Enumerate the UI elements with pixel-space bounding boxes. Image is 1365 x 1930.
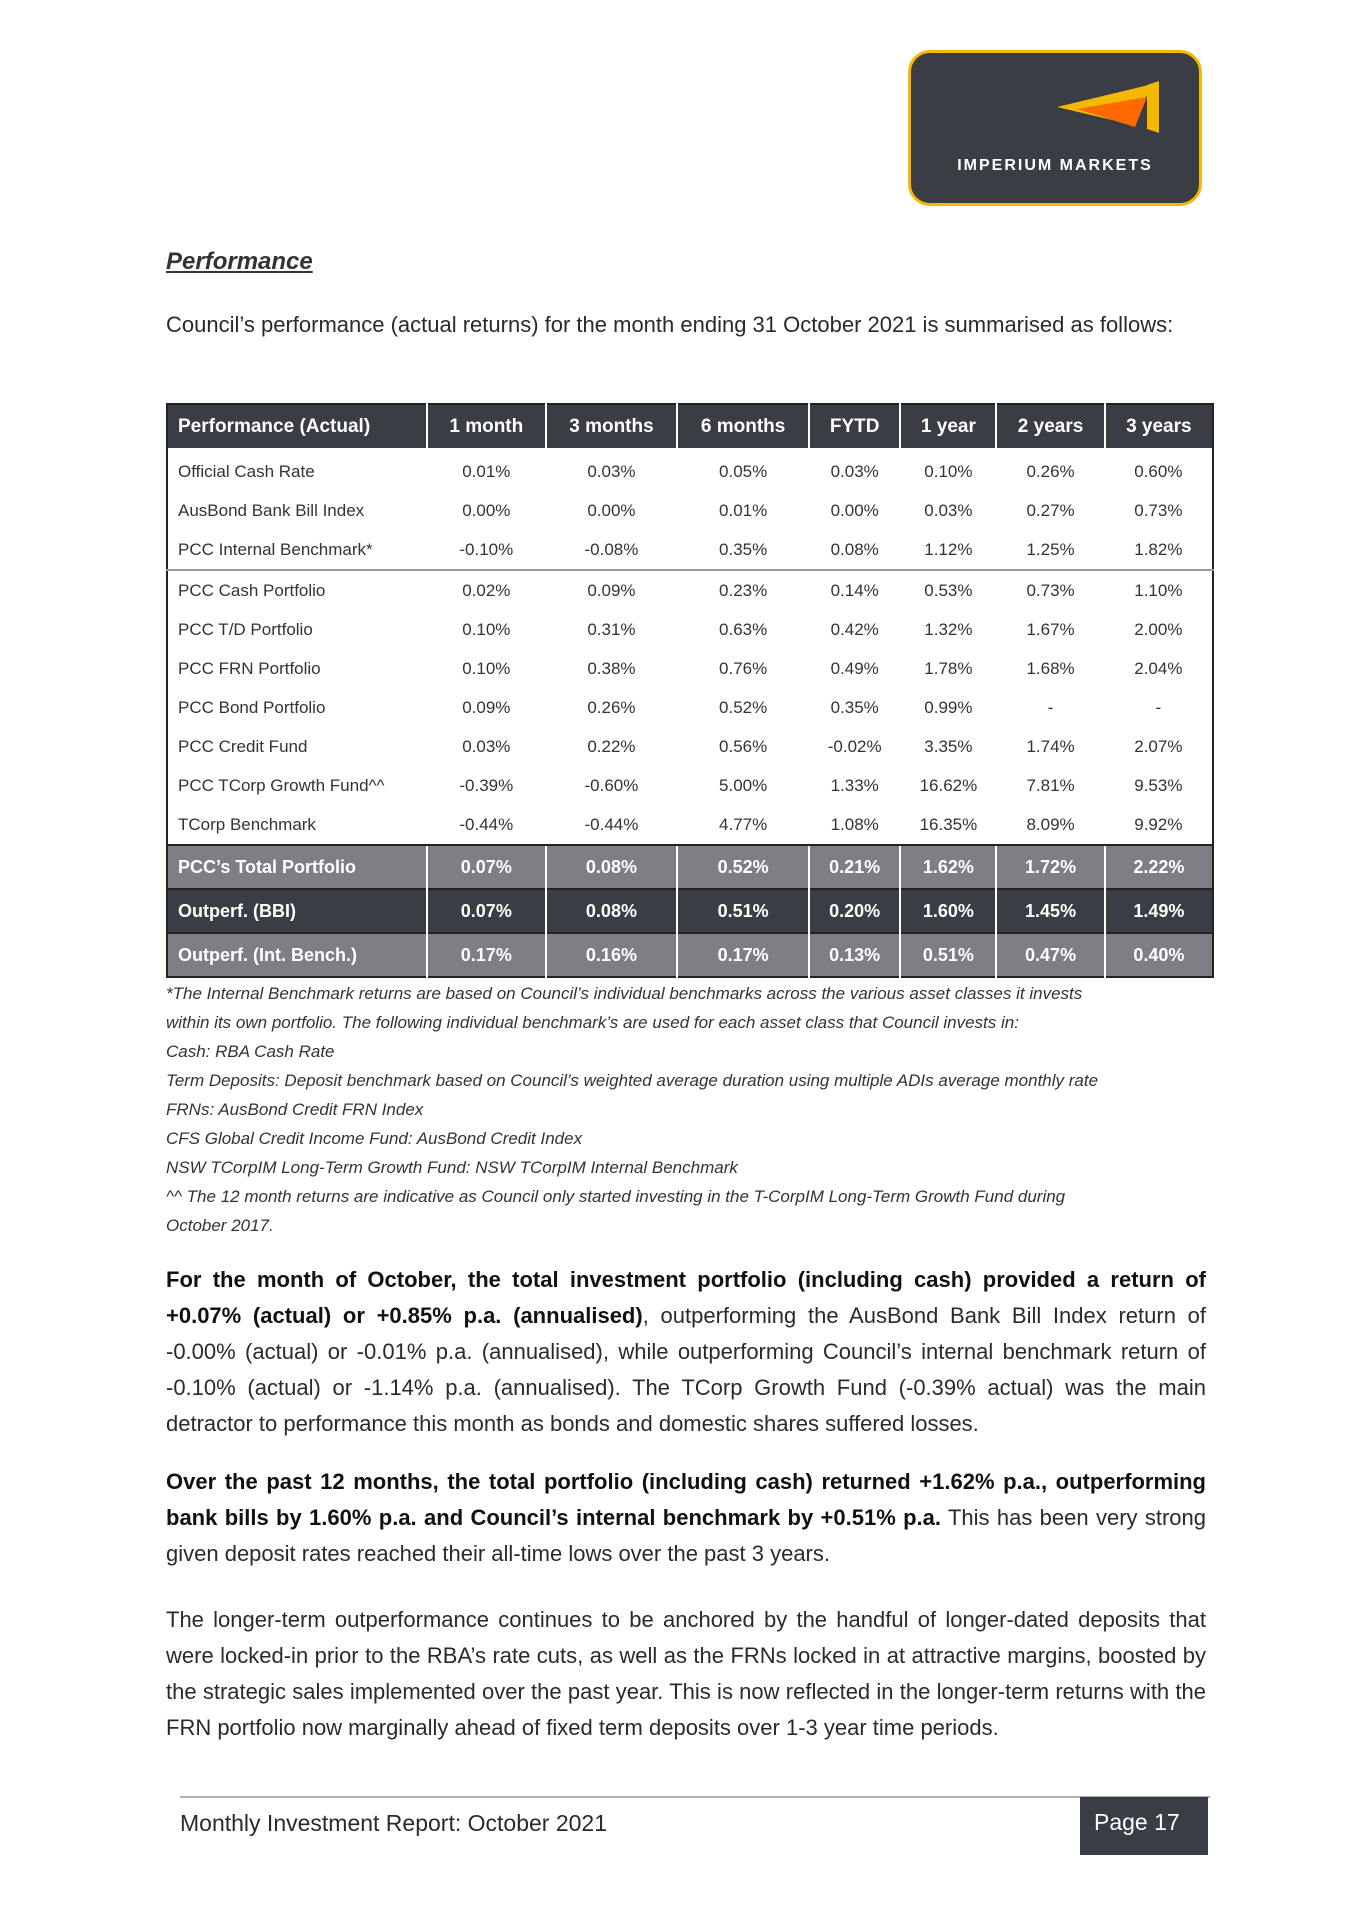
- table-cell: 0.26%: [1026, 461, 1075, 481]
- paragraph-text: , outperforming the AusBond Bank Bill Index return of -0.00% (actual) or -0.01% p.a. (annualised), while outperforming Council’s internal benchmark return of -0.10% (actual) or -1.14% p.a. (annualised). The TCorp Growth Fund (-0.39% actual) was the main detractor to performance this month as bonds and domestic shares suffered losses.: [166, 1303, 1206, 1436]
- table-cell: 1.67%: [1026, 619, 1075, 639]
- table-row: [167, 448, 1213, 491]
- table-cell: 0.73%: [1134, 500, 1183, 520]
- column-header: FYTD: [809, 404, 900, 448]
- table-cell: 3.35%: [924, 736, 973, 756]
- table-header-row: [167, 404, 1213, 448]
- table-row: [167, 649, 1213, 688]
- table-cell: 0.99%: [924, 697, 973, 717]
- table-cell: 7.81%: [1026, 775, 1075, 795]
- table-cell: 1.08%: [830, 814, 879, 834]
- table-cell: 0.17%: [427, 933, 546, 977]
- section-title: Performance: [166, 248, 313, 275]
- table-cell: 0.01%: [719, 500, 768, 520]
- row-label: PCC TCorp Growth Fund^^: [178, 775, 385, 795]
- table-cell: 0.07%: [427, 889, 546, 933]
- table-cell: 1.60%: [900, 889, 996, 933]
- row-label: Outperf. (Int. Bench.): [167, 933, 427, 977]
- table-cell: 2.07%: [1134, 736, 1183, 756]
- row-label: PCC T/D Portfolio: [178, 619, 313, 639]
- column-header: 2 years: [996, 404, 1104, 448]
- table-cell: 9.53%: [1134, 775, 1183, 795]
- table-cell: 4.77%: [719, 814, 768, 834]
- table-cell: 0.60%: [1134, 461, 1183, 481]
- footnote-line: within its own portfolio. The following individual benchmark’s are used for each asset class that Council invests in:: [166, 1013, 1019, 1032]
- table-row: [167, 570, 1213, 610]
- table-cell: 1.72%: [996, 845, 1104, 889]
- column-header: 6 months: [677, 404, 809, 448]
- table-cell: 1.33%: [830, 775, 879, 795]
- column-header: 1 month: [427, 404, 546, 448]
- table-cell: 0.03%: [587, 461, 636, 481]
- footnote-line: CFS Global Credit Income Fund: AusBond Credit Index: [166, 1129, 583, 1148]
- column-header: 3 months: [546, 404, 678, 448]
- paragraph-monthly-summary: [166, 1262, 1206, 1442]
- table-cell: 0.17%: [677, 933, 809, 977]
- table-cell: 0.00%: [462, 500, 511, 520]
- table-cell: -0.08%: [584, 539, 639, 559]
- table-cell: 0.09%: [462, 697, 511, 717]
- column-header: 1 year: [900, 404, 996, 448]
- table-cell: 0.09%: [546, 570, 678, 610]
- table-cell: 1.62%: [900, 845, 996, 889]
- footnote-line: NSW TCorpIM Long-Term Growth Fund: NSW TCorpIM Internal Benchmark: [166, 1158, 738, 1177]
- table-cell: 1.10%: [1105, 570, 1213, 610]
- table-cell: -0.44%: [584, 814, 639, 834]
- table-cell: 0.03%: [462, 736, 511, 756]
- table-row: [167, 530, 1213, 570]
- table-cell: 1.45%: [996, 889, 1104, 933]
- table-cell: 0.31%: [587, 619, 636, 639]
- row-label: AusBond Bank Bill Index: [178, 500, 365, 520]
- table-cell: 0.51%: [900, 933, 996, 977]
- table-cell: 0.35%: [719, 539, 768, 559]
- table-cell: 1.12%: [924, 539, 973, 559]
- table-cell: 0.03%: [830, 461, 879, 481]
- table-cell: 2.00%: [1134, 619, 1183, 639]
- intro-text: Council’s performance (actual returns) for the month ending 31 October 2021 is summarised as follows:: [166, 312, 1174, 337]
- column-header: 3 years: [1105, 404, 1213, 448]
- table-cell: 0.07%: [427, 845, 546, 889]
- table-cell: 0.21%: [809, 845, 900, 889]
- footnote-line: ^^ The 12 month returns are indicative as Council only started investing in the T-CorpIM Long-Term Growth Fund during: [166, 1187, 1066, 1206]
- table-cell: -0.02%: [827, 736, 882, 756]
- table-cell: -: [1047, 697, 1054, 717]
- table-cell: 0.52%: [677, 845, 809, 889]
- footnote-line: *The Internal Benchmark returns are based on Council’s individual benchmarks across the various asset classes it invests: [166, 984, 1083, 1003]
- table-row: [167, 688, 1213, 727]
- table-cell: 0.14%: [809, 570, 900, 610]
- table-cell: -: [1155, 697, 1162, 717]
- table-cell: 1.68%: [1026, 658, 1075, 678]
- table-cell: 0.10%: [924, 461, 973, 481]
- footnote-line: October 2017.: [166, 1216, 274, 1235]
- paragraph-text: This has been very strong given deposit rates reached their all-time lows over the past 3 years.: [166, 1505, 1207, 1566]
- table-cell: 0.22%: [587, 736, 636, 756]
- paragraph-bold-lead: Over the past 12 months, the total portfolio (including cash) returned +1.62% p.a., outperforming bank bills by 1.60% p.a. and Council’s internal benchmark by +0.51% p.a.: [166, 1469, 1206, 1530]
- table-cell: 0.35%: [830, 697, 879, 717]
- table-cell: 0.63%: [719, 619, 768, 639]
- table-cell: 0.10%: [462, 619, 511, 639]
- table-cell: 1.25%: [1026, 539, 1075, 559]
- table-cell: 1.74%: [1026, 736, 1075, 756]
- row-label: PCC FRN Portfolio: [178, 658, 321, 678]
- table-cell: 0.47%: [996, 933, 1104, 977]
- footer-report-title: Monthly Investment Report: October 2021: [180, 1810, 607, 1836]
- table-row: [167, 805, 1213, 845]
- logo-emblem-icon: [1047, 75, 1167, 155]
- table-cell: 0.38%: [587, 658, 636, 678]
- row-label: PCC Cash Portfolio: [167, 570, 427, 610]
- table-cell: 1.82%: [1134, 539, 1183, 559]
- company-logo: [908, 50, 1202, 206]
- table-cell: 0.10%: [462, 658, 511, 678]
- table-cell: 0.26%: [587, 697, 636, 717]
- table-cell: 9.92%: [1134, 814, 1183, 834]
- summary-row-outperf-bbi: [167, 889, 1213, 933]
- row-label: TCorp Benchmark: [178, 814, 316, 834]
- table-cell: 5.00%: [719, 775, 768, 795]
- table-cell: 0.49%: [830, 658, 879, 678]
- table-cell: 0.23%: [677, 570, 809, 610]
- table-cell: 1.32%: [924, 619, 973, 639]
- row-label: PCC Credit Fund: [178, 736, 308, 756]
- table-cell: 0.03%: [924, 500, 973, 520]
- table-cell: -0.60%: [584, 775, 639, 795]
- table-row: [167, 610, 1213, 649]
- row-label: Outperf. (BBI): [167, 889, 427, 933]
- table-cell: 2.04%: [1134, 658, 1183, 678]
- table-row: [167, 727, 1213, 766]
- table-cell: 0.02%: [427, 570, 546, 610]
- performance-table: [166, 403, 1214, 978]
- page-number: Page 17: [1080, 1797, 1208, 1855]
- table-cell: 8.09%: [1026, 814, 1075, 834]
- table-cell: 0.51%: [677, 889, 809, 933]
- row-label: PCC Bond Portfolio: [178, 697, 326, 717]
- logo-text: IMPERIUM MARKETS: [957, 157, 1153, 174]
- footnote-line: Cash: RBA Cash Rate: [166, 1042, 335, 1061]
- table-cell: 2.22%: [1105, 845, 1213, 889]
- paragraph-long-term: The longer-term outperformance continues to be anchored by the handful of longer-dated deposits that were locked-in prior to the RBA’s rate cuts, as well as the FRNs locked in at attractive margins, boosted by the strategic sales implemented over the past year. This is now reflected in the longer-term returns with the FRN portfolio now marginally ahead of fixed term deposits over 1-3 year time periods.: [166, 1607, 1206, 1740]
- table-cell: 0.76%: [719, 658, 768, 678]
- table-cell: 16.35%: [919, 814, 978, 834]
- table-footnotes: [166, 979, 1226, 1240]
- row-label: Official Cash Rate: [178, 461, 315, 481]
- table-cell: -0.10%: [459, 539, 514, 559]
- table-cell: 0.13%: [809, 933, 900, 977]
- table-cell: 0.08%: [546, 845, 678, 889]
- footnote-line: Term Deposits: Deposit benchmark based on Council’s weighted average duration using multiple ADIs average monthly rate: [166, 1071, 1099, 1090]
- table-cell: 0.08%: [546, 889, 678, 933]
- table-row: [167, 766, 1213, 805]
- column-header: Performance (Actual): [167, 404, 427, 448]
- footnote-line: FRNs: AusBond Credit FRN Index: [166, 1100, 424, 1119]
- row-label: PCC’s Total Portfolio: [167, 845, 427, 889]
- footer-divider: [180, 1796, 1210, 1798]
- table-cell: -0.39%: [459, 775, 514, 795]
- table-cell: 0.53%: [900, 570, 996, 610]
- paragraph-annual-summary: [166, 1464, 1206, 1572]
- table-cell: 0.08%: [830, 539, 879, 559]
- table-cell: 0.73%: [996, 570, 1104, 610]
- table-row: [167, 491, 1213, 530]
- table-cell: 0.42%: [830, 619, 879, 639]
- table-cell: 0.00%: [830, 500, 879, 520]
- table-cell: 0.05%: [719, 461, 768, 481]
- table-cell: 0.16%: [546, 933, 678, 977]
- table-cell: 16.62%: [919, 775, 978, 795]
- table-cell: 0.27%: [1026, 500, 1075, 520]
- table-cell: 0.56%: [719, 736, 768, 756]
- table-cell: 0.20%: [809, 889, 900, 933]
- table-cell: 0.40%: [1105, 933, 1213, 977]
- table-cell: 0.00%: [587, 500, 636, 520]
- summary-row-total: [167, 845, 1213, 889]
- paragraph-bold-lead: For the month of October, the total investment portfolio (including cash) provided a return of +0.07% (actual) or +0.85% p.a. (annualised): [166, 1267, 1206, 1328]
- summary-row-outperf-int-bench: [167, 933, 1213, 977]
- table-cell: 0.01%: [462, 461, 511, 481]
- table-cell: 1.49%: [1105, 889, 1213, 933]
- table-cell: 0.52%: [719, 697, 768, 717]
- row-label: PCC Internal Benchmark*: [178, 539, 373, 559]
- table-cell: -0.44%: [459, 814, 514, 834]
- table-cell: 1.78%: [924, 658, 973, 678]
